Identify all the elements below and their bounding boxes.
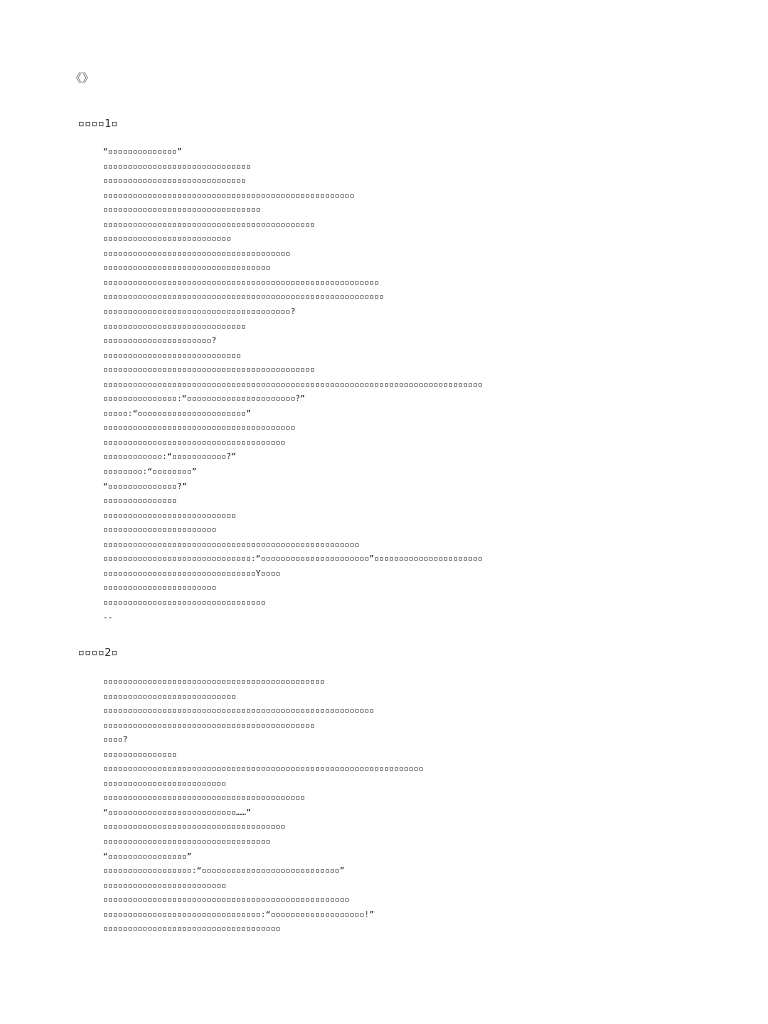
paragraph: “▫▫▫▫▫▫▫▫▫▫▫▫▫▫▫▫▫▫▫▫▫▫▫▫▫▫……” xyxy=(103,806,251,817)
paragraph: “▫▫▫▫▫▫▫▫▫▫▫▫▫▫” xyxy=(103,146,182,156)
paragraph: ▫▫▫▫▫▫▫▫▫▫▫▫▫▫▫▫▫▫▫▫▫▫▫▫▫▫▫▫▫▫▫▫▫▫▫▫▫▫▫▫▫▫▫▫▫▫▫▫▫▫▫▫▫▫▫▫▫▫▫▫▫▫▫▫▫▫▫▫▫▫▫▫▫▫▫▫▫ xyxy=(103,378,483,389)
paragraph: ▫▫▫▫▫▫▫▫▫▫▫▫▫▫▫▫▫▫▫▫▫▫▫▫▫▫▫▫▫▫▫▫▫▫▫▫▫▫▫▫▫▫▫▫▫▫▫▫▫▫▫▫▫▫▫▫ xyxy=(103,276,380,287)
paragraph: ▫▫▫▫▫▫▫▫▫▫▫▫▫▫▫▫▫▫▫▫▫▫▫▫▫▫▫▫▫▫▫▫▫▫▫▫▫▫▫▫▫▫▫▫▫▫▫▫▫▫▫▫▫▫▫▫▫ xyxy=(103,291,384,302)
paragraph: ▫▫▫▫▫▫▫▫▫▫▫▫▫▫▫▫▫▫▫▫▫▫▫▫▫▫▫▫▫▫▫▫▫▫▫▫▫▫▫▫▫▫▫▫▫▫▫▫▫▫▫▫▫▫▫▫▫▫▫▫▫▫▫▫▫ xyxy=(103,763,424,774)
paragraph: ▫▫▫▫▫▫▫▫▫▫▫▫▫▫▫▫▫▫▫▫▫▫▫▫▫▫▫▫▫▫▫▫▫▫▫▫▫▫▫▫▫▫▫ xyxy=(103,218,315,229)
paragraph: ▫▫▫▫▫▫▫▫▫▫▫▫▫▫▫▫▫▫▫▫▫▫▫▫▫▫▫▫▫▫▫▫▫▫▫▫▫▫▫▫▫ xyxy=(103,792,306,803)
chapter-2-body xyxy=(103,674,743,936)
paragraph: ▫▫▫▫▫▫▫▫▫▫▫▫▫▫▫▫▫▫▫▫▫▫▫▫▫▫▫▫▫▫▫▫▫▫▫▫▫▫▫ xyxy=(103,422,296,433)
paragraph: ▫▫▫▫▫▫▫▫▫▫▫▫▫▫▫▫▫▫▫▫▫▫▫▫▫▫▫▫▫▫▫▫▫ xyxy=(103,596,266,607)
paragraph: ▫▫▫▫▫▫▫▫▫▫▫▫▫▫▫▫▫▫▫▫▫▫▫▫▫▫▫▫▫▫▫▫▫▫▫▫▫▫▫▫▫▫▫▫▫▫▫▫▫▫▫ xyxy=(103,189,355,200)
paragraph: ▫▫▫▫▫▫▫▫▫▫▫▫▫▫▫▫▫▫▫▫▫▫▫▫▫▫▫▫▫▫▫▫▫▫▫▫▫ xyxy=(103,821,286,832)
paragraph: ▫▫▫▫▫▫▫▫▫▫▫▫▫▫▫▫▫▫▫▫▫▫▫▫▫▫▫ xyxy=(103,509,237,520)
paragraph: ▫▫▫▫▫▫▫▫▫▫▫▫▫▫▫▫▫▫▫▫▫▫▫▫▫▫▫▫▫▫▫▫▫▫▫▫▫▫ xyxy=(103,247,291,258)
document-title: 《》 xyxy=(70,71,95,85)
paragraph: ▫▫▫▫▫▫▫▫▫▫▫▫▫▫▫▫▫▫▫▫▫▫▫▫▫▫▫▫▫▫ xyxy=(103,160,251,171)
paragraph: ▫▫▫▫▫▫▫▫▫▫▫▫▫▫▫ xyxy=(103,748,177,759)
paragraph: ▫▫▫▫▫▫▫▫▫▫▫▫▫▫▫▫▫▫▫▫▫▫▫▫▫▫▫▫▫▫▫▫▫▫ xyxy=(103,836,271,847)
paragraph: ▫▫▫▫▫▫▫▫▫▫▫▫▫▫▫▫▫▫▫▫▫▫▫▫▫▫▫▫▫▫▫▫▫▫▫▫▫▫▫▫▫▫▫▫▫▫▫▫▫▫ xyxy=(103,894,350,905)
paragraph: ▫▫▫▫▫▫▫▫▫▫▫▫▫▫▫▫▫▫▫▫▫▫▫▫▫▫▫▫▫ xyxy=(103,175,246,186)
paragraph: ▫▫▫▫▫▫▫▫▫▫▫▫▫▫▫▫▫▫▫▫▫▫▫▫▫▫▫▫▫▫▫Y▫▫▫▫ xyxy=(103,567,281,578)
paragraph: ▫▫▫▫▫▫▫▫▫▫▫▫▫▫▫▫▫▫▫▫▫▫▫▫▫▫▫▫▫▫▫▫ xyxy=(103,204,261,215)
paragraph: ▫▫▫▫▫▫▫▫:“▫▫▫▫▫▫▫▫” xyxy=(103,466,197,477)
chapter-2-heading: ▫▫▫▫2▫ xyxy=(78,646,118,659)
paragraph: ▫▫▫▫▫▫▫▫▫▫▫▫▫▫▫▫▫▫▫▫▫▫▫▫▫▫▫▫▫▫▫▫▫▫▫▫▫▫▫▫▫▫▫▫▫ xyxy=(103,676,325,686)
paragraph: ▫▫▫▫▫▫▫▫▫▫▫▫▫▫▫▫▫▫▫▫▫▫▫▫▫▫▫▫▫ xyxy=(103,320,246,331)
paragraph: -- xyxy=(103,611,113,622)
paragraph: ▫▫▫▫▫▫▫▫▫▫▫▫▫▫▫▫▫▫▫▫▫▫? xyxy=(103,335,217,346)
paragraph: ▫▫▫▫▫▫▫▫▫▫▫▫▫▫▫▫▫▫▫▫▫▫▫▫▫▫▫▫▫▫:“▫▫▫▫▫▫▫▫▫▫▫▫▫▫▫▫▫▫▫▫▫▫”▫▫▫▫▫▫▫▫▫▫▫▫▫▫▫▫▫▫▫▫▫▫ xyxy=(103,553,483,564)
paragraph: ▫▫▫▫▫▫▫▫▫▫▫▫▫▫▫:“▫▫▫▫▫▫▫▫▫▫▫▫▫▫▫▫▫▫▫▫▫▫?” xyxy=(103,393,306,404)
paragraph: ▫▫▫▫▫▫▫▫▫▫▫▫▫▫▫▫▫▫▫▫▫▫▫▫▫▫▫▫▫▫▫▫▫▫▫▫▫▫▫▫▫▫▫▫▫▫▫▫▫▫▫▫ xyxy=(103,538,360,549)
chapter-1-body xyxy=(103,144,743,624)
paragraph: ▫▫▫▫▫:“▫▫▫▫▫▫▫▫▫▫▫▫▫▫▫▫▫▫▫▫▫▫” xyxy=(103,407,251,418)
paragraph: ▫▫▫▫▫▫▫▫▫▫▫▫▫▫▫▫▫▫▫▫▫▫▫▫▫▫▫▫▫▫▫▫:“▫▫▫▫▫▫▫▫▫▫▫▫▫▫▫▫▫▫▫!” xyxy=(103,908,375,919)
paragraph: ▫▫▫▫▫▫▫▫▫▫▫▫▫▫▫▫▫▫▫▫▫▫▫▫▫▫ xyxy=(103,233,232,244)
paragraph: ▫▫▫▫▫▫▫▫▫▫▫▫▫▫▫▫▫▫▫▫▫▫▫▫▫▫▫ xyxy=(103,690,237,701)
paragraph: ▫▫▫▫▫▫▫▫▫▫▫▫▫▫▫▫▫▫▫▫▫▫▫▫▫ xyxy=(103,777,227,788)
paragraph: ▫▫▫▫▫▫▫▫▫▫▫▫▫▫▫ xyxy=(103,495,177,506)
paragraph: ▫▫▫▫▫▫▫▫▫▫▫▫▫▫▫▫▫▫▫▫▫▫▫▫▫▫▫▫ xyxy=(103,349,242,360)
paragraph: ▫▫▫▫▫▫▫▫▫▫▫▫▫▫▫▫▫▫▫▫▫▫▫▫▫▫▫▫▫▫▫▫▫▫▫▫▫▫▫▫▫▫▫ xyxy=(103,364,315,375)
paragraph: ▫▫▫▫▫▫▫▫▫▫▫▫▫▫▫▫▫▫▫▫▫▫▫ xyxy=(103,582,217,593)
paragraph: ▫▫▫▫▫▫▫▫▫▫▫▫▫▫▫▫▫▫▫▫▫▫▫ xyxy=(103,524,217,535)
paragraph: ▫▫▫▫▫▫▫▫▫▫▫▫▫▫▫▫▫▫▫▫▫▫▫▫▫ xyxy=(103,879,227,890)
chapter-1-heading: ▫▫▫▫1▫ xyxy=(78,117,118,130)
paragraph: ▫▫▫▫? xyxy=(103,734,128,745)
paragraph: ▫▫▫▫▫▫▫▫▫▫▫▫▫▫▫▫▫▫▫▫▫▫▫▫▫▫▫▫▫▫▫▫▫▫▫▫▫▫▫▫▫▫▫▫▫▫▫▫▫▫▫▫▫▫▫ xyxy=(103,705,375,716)
paragraph: ▫▫▫▫▫▫▫▫▫▫▫▫▫▫▫▫▫▫▫▫▫▫▫▫▫▫▫▫▫▫▫▫▫▫▫▫▫ xyxy=(103,436,286,447)
paragraph: “▫▫▫▫▫▫▫▫▫▫▫▫▫▫?” xyxy=(103,480,187,491)
paragraph: ▫▫▫▫▫▫▫▫▫▫▫▫▫▫▫▫▫▫:“▫▫▫▫▫▫▫▫▫▫▫▫▫▫▫▫▫▫▫▫▫▫▫▫▫▫▫▫” xyxy=(103,865,345,876)
paragraph: ▫▫▫▫▫▫▫▫▫▫▫▫▫▫▫▫▫▫▫▫▫▫▫▫▫▫▫▫▫▫▫▫▫▫▫▫▫▫▫▫▫▫▫ xyxy=(103,719,315,730)
paragraph: ▫▫▫▫▫▫▫▫▫▫▫▫▫▫▫▫▫▫▫▫▫▫▫▫▫▫▫▫▫▫▫▫▫▫▫▫ xyxy=(103,923,281,934)
paragraph: ▫▫▫▫▫▫▫▫▫▫▫▫▫▫▫▫▫▫▫▫▫▫▫▫▫▫▫▫▫▫▫▫▫▫▫▫▫▫? xyxy=(103,306,296,317)
paragraph: ▫▫▫▫▫▫▫▫▫▫▫▫:“▫▫▫▫▫▫▫▫▫▫▫?” xyxy=(103,451,237,462)
paragraph: “▫▫▫▫▫▫▫▫▫▫▫▫▫▫▫▫” xyxy=(103,850,192,861)
paragraph: ▫▫▫▫▫▫▫▫▫▫▫▫▫▫▫▫▫▫▫▫▫▫▫▫▫▫▫▫▫▫▫▫▫▫ xyxy=(103,262,271,273)
